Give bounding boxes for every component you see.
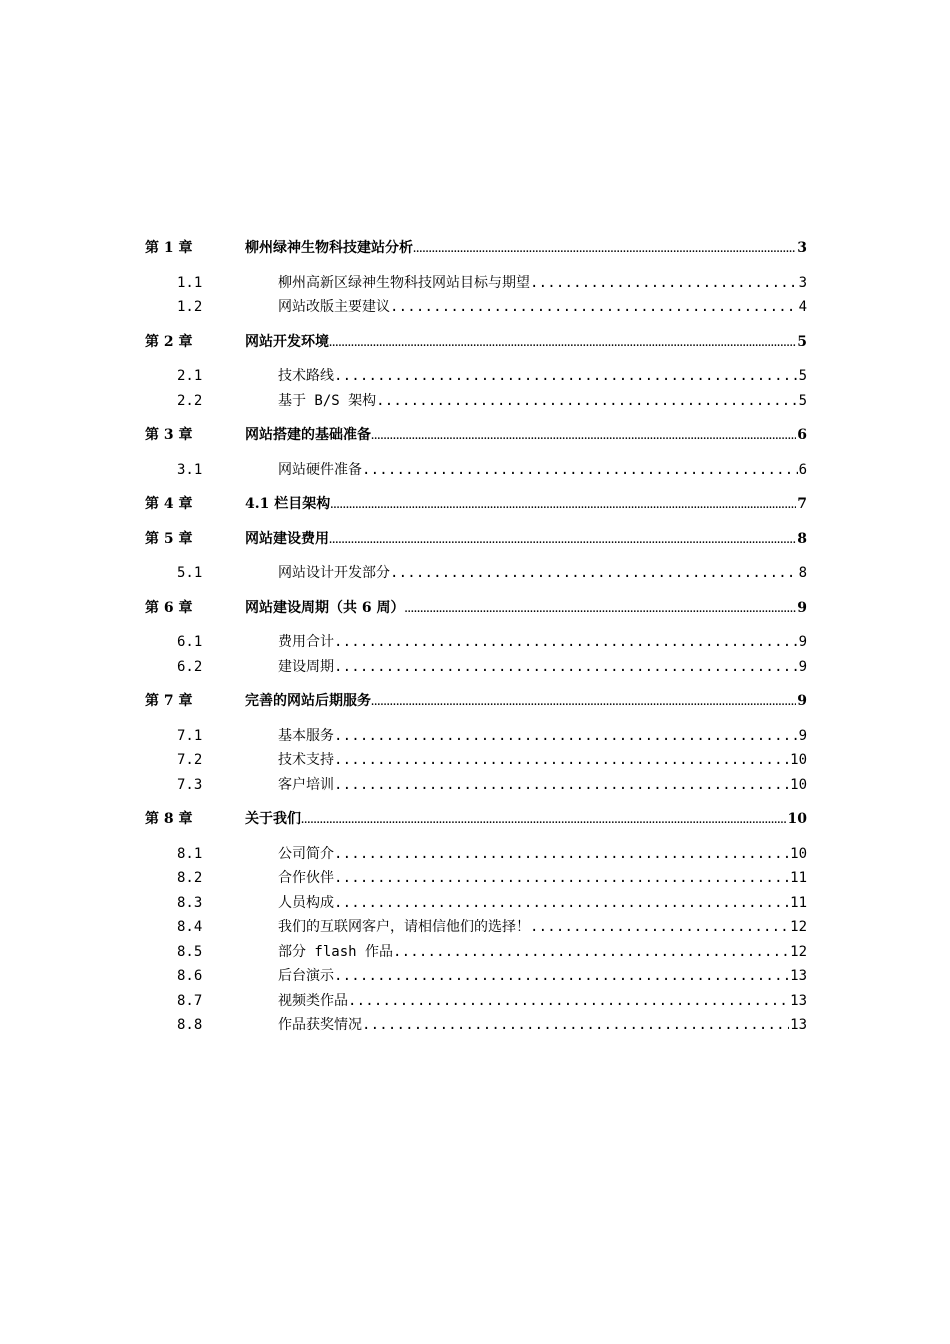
section-number: 7.2	[177, 752, 203, 768]
dot-leader	[530, 271, 798, 296]
page-number: 5	[798, 368, 807, 384]
entry-title: 网站搭建的基础准备	[245, 427, 371, 443]
page-number: 9	[798, 727, 807, 744]
entry-title: 柳州高新区绿神生物科技网站目标与期望	[278, 274, 530, 291]
section-number: 2.1	[177, 368, 203, 384]
toc-chapter-entry[interactable]	[145, 527, 807, 552]
page-number: 8	[797, 530, 807, 547]
entry-title: 客户培训	[278, 776, 334, 793]
dot-leader	[334, 364, 798, 389]
toc-entry-line	[278, 1013, 807, 1038]
toc-entry-line	[245, 689, 807, 716]
toc-entry-line	[278, 773, 807, 798]
entry-title: 技术支持	[278, 752, 334, 768]
section-number: 6.2	[177, 658, 203, 675]
page-number: 9	[797, 599, 807, 616]
dot-leader	[334, 842, 789, 867]
toc-entry-line	[278, 724, 807, 749]
page-number: 13	[790, 1017, 807, 1033]
toc-entry-line	[245, 596, 807, 623]
entry-title: 费用合计	[278, 634, 334, 650]
chapter-number: 第 1 章	[145, 240, 193, 256]
entry-title: 4.1 栏目架构	[245, 496, 331, 512]
entry-title: 网站硬件准备	[278, 461, 362, 478]
toc-section-entry[interactable]	[145, 866, 807, 891]
dot-leader	[334, 964, 789, 989]
toc-entry-line	[278, 655, 807, 680]
dot-leader	[334, 866, 789, 891]
toc-entry-line	[245, 423, 807, 450]
toc-section-entry[interactable]	[145, 964, 807, 989]
page-number: 13	[790, 968, 807, 984]
page-number: 13	[790, 992, 807, 1009]
toc-entry-line	[278, 458, 807, 483]
entry-title: 网站设计开发部分	[278, 565, 390, 581]
toc-section-entry[interactable]	[145, 891, 807, 916]
dot-leader	[329, 529, 796, 554]
toc-section-entry[interactable]	[145, 630, 807, 655]
chapter-number: 第 4 章	[145, 496, 193, 512]
page-number: 6	[798, 461, 807, 478]
section-number: 8.7	[177, 992, 203, 1009]
dot-leader	[334, 724, 798, 749]
section-number: 8.2	[177, 870, 203, 886]
entry-title: 视频类作品	[278, 992, 348, 1009]
toc-entry-line	[278, 891, 807, 916]
toc-entry-line	[278, 940, 807, 965]
toc-section-entry[interactable]	[145, 389, 807, 414]
dot-leader	[330, 494, 796, 519]
toc-section-entry[interactable]	[145, 773, 807, 798]
entry-title: 技术路线	[278, 368, 334, 384]
page-number: 7	[797, 496, 807, 512]
toc-section-entry[interactable]	[145, 295, 807, 320]
toc-entry-line	[245, 807, 807, 834]
section-number: 8.4	[177, 919, 203, 935]
toc-entry-line	[278, 271, 807, 296]
toc-entry-line	[278, 389, 807, 414]
dot-leader	[371, 691, 796, 716]
entry-title: 网站建设周期（共 6 周）	[245, 599, 405, 616]
entry-title: 基本服务	[278, 727, 334, 744]
entry-title: 网站开发环境	[245, 333, 329, 350]
entry-title: 关于我们	[245, 811, 301, 827]
toc-entry-line	[278, 866, 807, 891]
entry-title: 部分 flash 作品	[278, 943, 394, 960]
section-number: 7.3	[177, 776, 203, 793]
toc-chapter-entry[interactable]	[145, 596, 807, 621]
entry-title: 建设周期	[278, 658, 334, 675]
dot-leader	[334, 655, 798, 680]
section-number: 1.2	[177, 299, 203, 315]
section-number: 6.1	[177, 634, 203, 650]
toc-section-entry[interactable]	[145, 364, 807, 389]
entry-title: 完善的网站后期服务	[245, 693, 371, 709]
dot-leader	[348, 989, 789, 1014]
page-number: 9	[797, 693, 807, 709]
chapter-number: 第 6 章	[145, 599, 193, 616]
entry-title: 人员构成	[278, 894, 334, 911]
page-number: 6	[797, 427, 807, 443]
toc-section-entry[interactable]	[145, 989, 807, 1014]
toc-entry-line	[278, 364, 807, 389]
toc-chapter-entry[interactable]	[145, 807, 807, 832]
section-number: 1.1	[177, 274, 203, 291]
page-number: 10	[787, 811, 807, 827]
page-number: 3	[797, 240, 807, 256]
entry-title: 我们的互联网客户，请相信他们的选择！	[278, 919, 530, 935]
toc-section-entry[interactable]	[145, 458, 807, 483]
dot-leader	[362, 458, 798, 483]
toc-entry-line	[245, 527, 807, 554]
page-number: 10	[790, 845, 807, 862]
dot-leader	[301, 809, 787, 834]
page-number: 12	[790, 943, 807, 960]
page-number: 4	[798, 299, 807, 315]
page-number: 11	[790, 870, 807, 886]
page-number: 8	[798, 565, 807, 581]
toc-chapter-entry[interactable]	[145, 330, 807, 355]
toc-section-entry[interactable]	[145, 271, 807, 296]
toc-entry-line	[278, 748, 807, 773]
section-number: 8.3	[177, 894, 203, 911]
section-number: 8.5	[177, 943, 203, 960]
section-number: 7.1	[177, 727, 203, 744]
chapter-number: 第 3 章	[145, 427, 193, 443]
toc-entry-line	[278, 915, 807, 940]
section-number: 8.6	[177, 968, 203, 984]
dot-leader	[405, 598, 797, 623]
toc-entry-line	[278, 964, 807, 989]
toc-entry-line	[278, 630, 807, 655]
entry-title: 作品获奖情况	[278, 1017, 362, 1033]
page-number: 5	[798, 392, 807, 409]
entry-title: 柳州绿神生物科技建站分析	[245, 240, 413, 256]
dot-leader	[329, 332, 796, 357]
toc-section-entry[interactable]	[145, 748, 807, 773]
chapter-number: 第 5 章	[145, 530, 193, 547]
dot-leader	[334, 891, 789, 916]
entry-title: 合作伙伴	[278, 870, 334, 886]
page-number: 10	[790, 776, 807, 793]
toc-entry-line	[278, 842, 807, 867]
section-number: 8.1	[177, 845, 203, 862]
page-number: 3	[798, 274, 807, 291]
dot-leader	[334, 630, 798, 655]
chapter-number: 第 2 章	[145, 333, 193, 350]
chapter-number: 第 7 章	[145, 693, 193, 709]
toc-section-entry[interactable]	[145, 561, 807, 586]
page-number: 5	[797, 333, 807, 350]
entry-title: 公司简介	[278, 845, 334, 862]
page-number: 12	[790, 919, 807, 935]
toc-section-entry[interactable]	[145, 915, 807, 940]
page-number: 9	[798, 634, 807, 650]
toc-section-entry[interactable]	[145, 655, 807, 680]
dot-leader	[334, 773, 789, 798]
toc-entry-line	[278, 561, 807, 586]
section-number: 5.1	[177, 565, 203, 581]
toc-entry-line	[245, 492, 807, 519]
toc-section-entry[interactable]	[145, 842, 807, 867]
page-number: 11	[790, 894, 807, 911]
entry-title: 网站建设费用	[245, 530, 329, 547]
table-of-contents	[145, 236, 807, 1038]
page-number: 10	[790, 752, 807, 768]
toc-entry-line	[278, 989, 807, 1014]
section-number: 2.2	[177, 392, 203, 409]
dot-leader	[390, 295, 798, 320]
toc-entry-line	[278, 295, 807, 320]
chapter-number: 第 8 章	[145, 811, 193, 827]
toc-section-entry[interactable]	[145, 724, 807, 749]
dot-leader	[334, 748, 789, 773]
toc-chapter-entry[interactable]	[145, 492, 807, 517]
toc-chapter-entry[interactable]	[145, 689, 807, 714]
toc-section-entry[interactable]	[145, 1013, 807, 1038]
toc-entry-line	[245, 330, 807, 357]
dot-leader	[362, 1013, 789, 1038]
entry-title: 网站改版主要建议	[278, 299, 390, 315]
section-number: 8.8	[177, 1017, 203, 1033]
dot-leader	[393, 940, 789, 965]
section-number: 3.1	[177, 461, 203, 478]
entry-title: 基于 B/S 架构	[278, 392, 377, 409]
page-number: 9	[798, 658, 807, 675]
dot-leader	[371, 425, 796, 450]
toc-chapter-entry[interactable]	[145, 236, 807, 261]
dot-leader	[390, 561, 798, 586]
entry-title: 后台演示	[278, 968, 334, 984]
dot-leader	[376, 389, 797, 414]
dot-leader	[413, 238, 796, 263]
toc-entry-line	[245, 236, 807, 263]
toc-chapter-entry[interactable]	[145, 423, 807, 448]
dot-leader	[530, 915, 789, 940]
toc-section-entry[interactable]	[145, 940, 807, 965]
